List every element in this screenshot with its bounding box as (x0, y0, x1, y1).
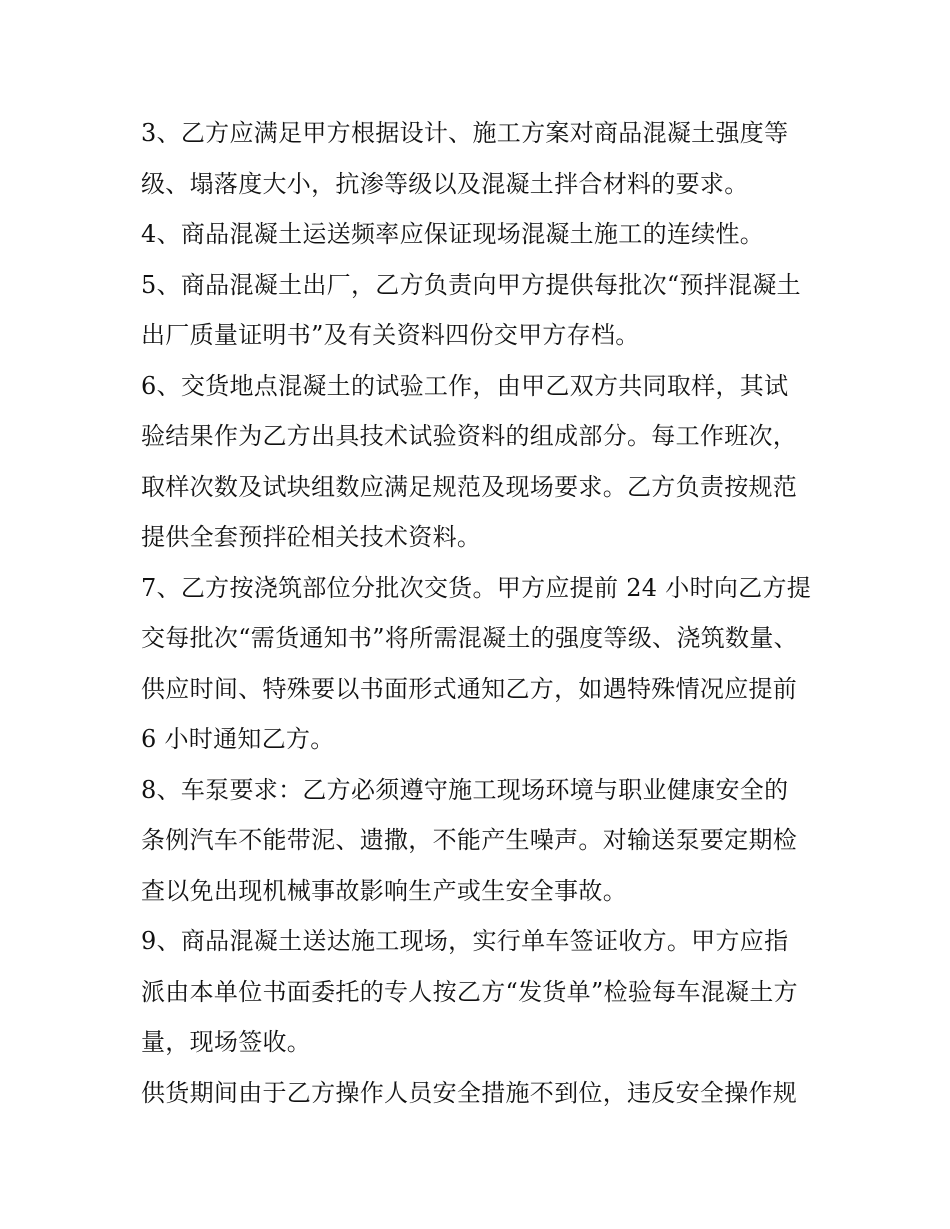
text-line: 6、交货地点混凝土的试验工作，由甲乙双方共同取样，其试 (141, 371, 789, 400)
text-line: 验结果作为乙方出具技术试验资料的组成部分。每工作班次， (141, 422, 798, 450)
text-line: 量，现场签收。 (141, 1028, 312, 1056)
text-line: 派由本单位书面委托的专人按乙方“发货单”检验每车混凝土方 (141, 977, 798, 1006)
clause-3 (141, 108, 813, 209)
clause-5 (141, 260, 813, 361)
text-line: 查以免出现机械事故影响生产或生安全事故。 (141, 876, 627, 905)
text-line: 4、商品混凝土运送频率应保证现场混凝土施工的连续性。 (141, 220, 765, 248)
text-line: 提供全套预拌砼相关技术资料。 (141, 523, 482, 551)
text-line: 交每批次“需货通知书”将所需混凝土的强度等级、浇筑数量、 (141, 624, 798, 652)
clause-9 (141, 916, 813, 1068)
text-line: 5、商品混凝土出厂，乙方负责向甲方提供每批次“预拌混凝土 (141, 270, 801, 299)
text-line: 3、乙方应满足甲方根据设计、施工方案对商品混凝土强度等 (141, 119, 789, 147)
document-body (141, 108, 813, 1118)
clause-6 (141, 361, 813, 563)
safety-paragraph (141, 1068, 813, 1119)
text-line: 出厂质量证明书”及有关资料四份交甲方存档。 (141, 321, 640, 349)
text-line: 条例汽车不能带泥、遗撒，不能产生噪声。对输送泵要定期检 (141, 826, 798, 854)
text-line: 取样次数及试块组数应满足规范及现场要求。乙方负责按规范 (141, 472, 798, 501)
clause-8 (141, 765, 813, 917)
text-line: 供货期间由于乙方操作人员安全措施不到位，违反安全操作规 (141, 1078, 798, 1107)
text-line: 级、塌落度大小，抗渗等级以及混凝土拌合材料的要求。 (141, 169, 749, 198)
text-line: 8、车泵要求：乙方必须遵守施工现场环境与职业健康安全的 (141, 775, 789, 804)
text-line: 6 小时通知乙方。 (141, 725, 335, 753)
text-line: 9、商品混凝土送达施工现场，实行单车签证收方。甲方应指 (141, 927, 789, 955)
text-line: 7、乙方按浇筑部位分批次交货。甲方应提前 24 小时向乙方提 (141, 573, 812, 602)
clause-4 (141, 209, 813, 260)
clause-7 (141, 563, 813, 765)
text-line: 供应时间、特殊要以书面形式通知乙方，如遇特殊情况应提前 (141, 674, 798, 703)
